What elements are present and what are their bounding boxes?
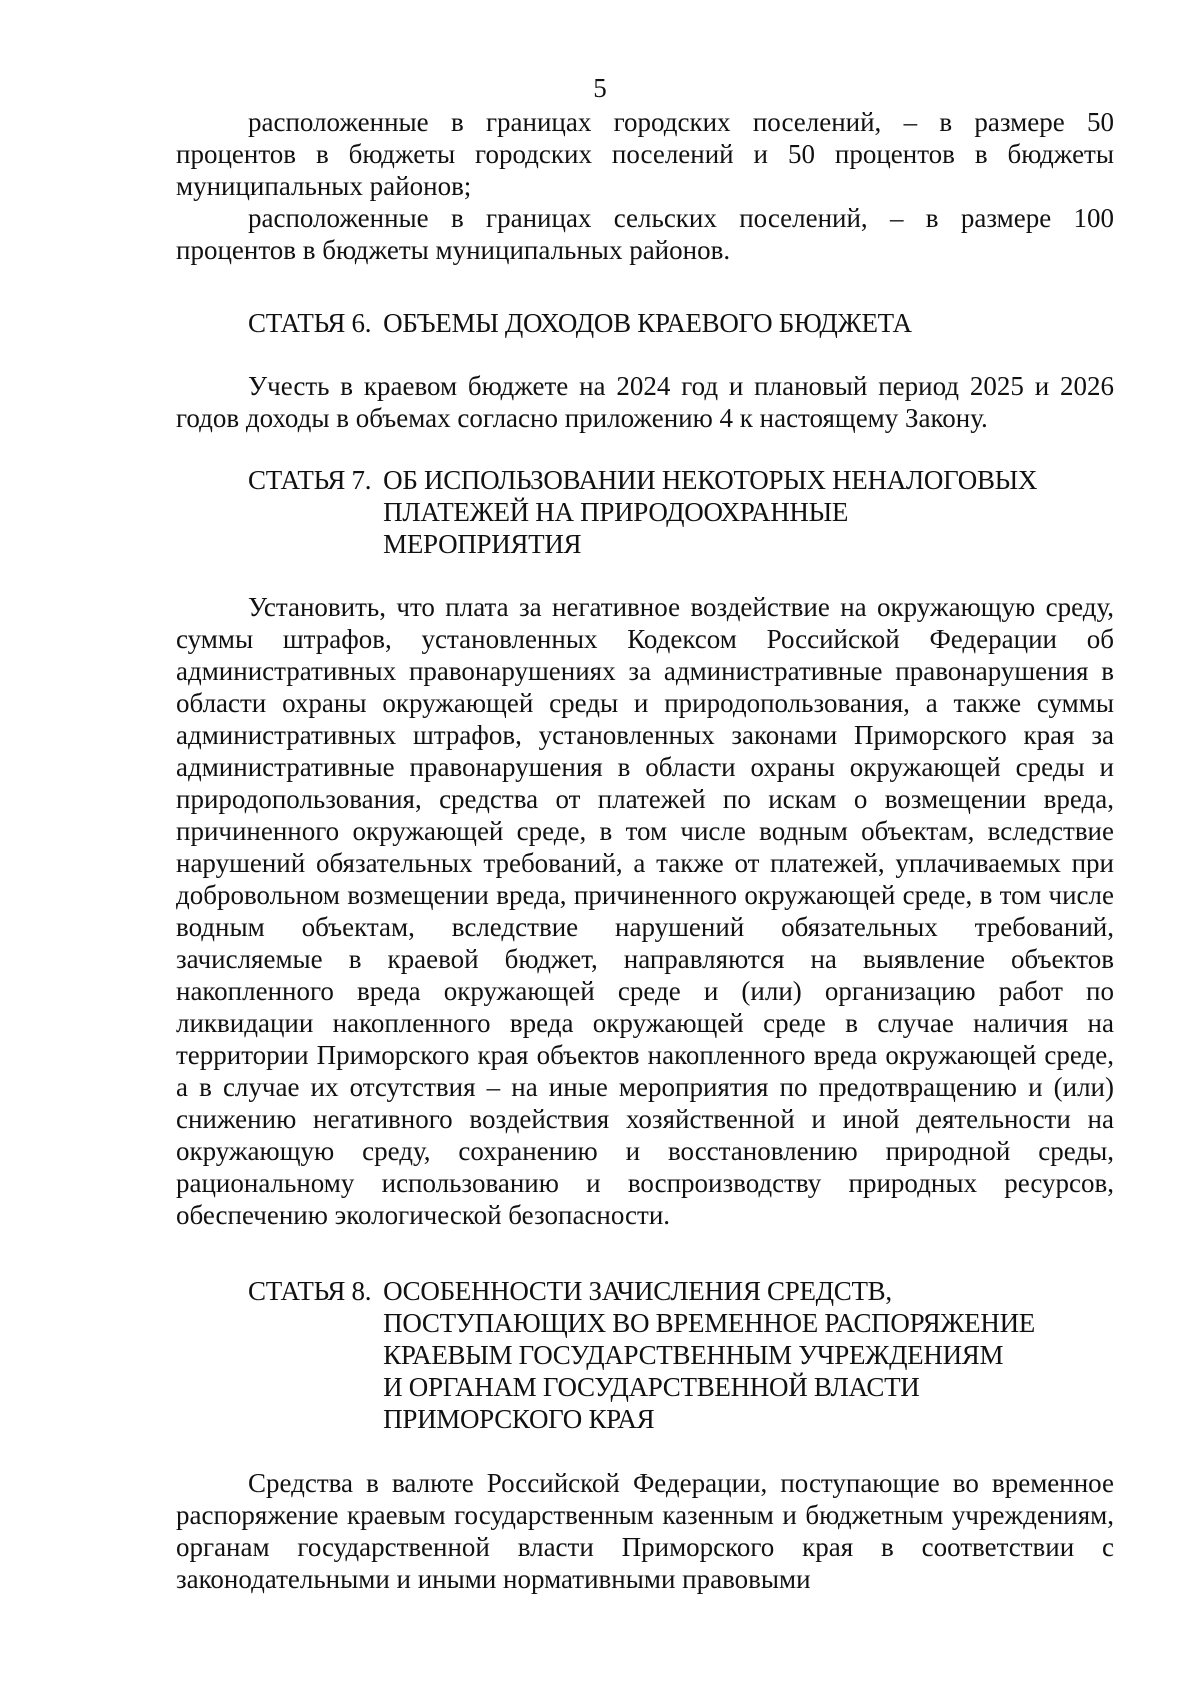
article-7-heading: [248, 464, 1073, 560]
article-6-title: [383, 307, 1073, 339]
intro-paragraph-rural: расположенные в границах сельских поселений, – в размере 100 процентов в бюджеты муниципальных районов.: [176, 203, 1114, 265]
article-7-body: [176, 591, 1114, 1231]
article-7-title: [383, 464, 1073, 560]
intro-section: [176, 106, 1114, 266]
article-8-body: [176, 1467, 1114, 1595]
article-7-number: СТАТЬЯ 7.: [248, 465, 372, 495]
article-6-paragraph: Учесть в краевом бюджете на 2024 год и плановый период 2025 и 2026 годов доходы в объемах согласно приложению 4 к настоящему Закону.: [176, 371, 1114, 433]
article-7-title-line: ОБ ИСПОЛЬЗОВАНИИ НЕКОТОРЫХ НЕНАЛОГОВЫХ: [383, 465, 1038, 495]
article-8-title-line: ПРИМОРСКОГО КРАЯ: [383, 1404, 655, 1434]
article-8-paragraph: Средства в валюте Российской Федерации, поступающие во временное распоряжение краевым государственным казенным и бюджетным учреждениям, органам государственной власти Приморского края в соответствии с законодательными и иными нормативными правовыми: [176, 1468, 1114, 1594]
article-7-title-line: ПЛАТЕЖЕЙ НА ПРИРОДООХРАННЫЕ: [383, 497, 849, 527]
page-number: 5: [593, 73, 607, 103]
article-7-title-line: МЕРОПРИЯТИЯ: [383, 529, 582, 559]
article-6-number: СТАТЬЯ 6.: [248, 308, 372, 338]
article-8-title-line: ОСОБЕННОСТИ ЗАЧИСЛЕНИЯ СРЕДСТВ,: [383, 1276, 892, 1306]
article-8-number: СТАТЬЯ 8.: [248, 1276, 372, 1306]
article-8-title-line: И ОРГАНАМ ГОСУДАРСТВЕННОЙ ВЛАСТИ: [383, 1372, 920, 1402]
article-6-title-line: ОБЪЕМЫ ДОХОДОВ КРАЕВОГО БЮДЖЕТА: [383, 308, 912, 338]
article-6-body: [176, 370, 1114, 434]
intro-paragraph-urban: расположенные в границах городских поселений, – в размере 50 процентов в бюджеты городских поселений и 50 процентов в бюджеты муниципальных районов;: [176, 107, 1114, 201]
article-8-title: [383, 1275, 1073, 1435]
article-8-title-line: КРАЕВЫМ ГОСУДАРСТВЕННЫМ УЧРЕЖДЕНИЯМ: [383, 1340, 1004, 1370]
article-6-heading: [248, 307, 1073, 339]
article-8-heading: [248, 1275, 1073, 1435]
article-8-title-line: ПОСТУПАЮЩИХ ВО ВРЕМЕННОЕ РАСПОРЯЖЕНИЕ: [383, 1308, 1035, 1338]
article-7-paragraph: Установить, что плата за негативное воздействие на окружающую среду, суммы штрафов, установленных Кодексом Российской Федерации об административных правонарушениях за административные правонарушения в области охраны окружающей среды и природопользования, а также суммы административных штрафов, установленных законами Приморского края за административные правонарушения в области охраны окружающей среды и природопользования, средства от платежей по искам о возмещении вреда, причиненного окружающей среде, в том числе водным объектам, вследствие нарушений обязательных требований, а также от платежей, уплачиваемых при добровольном возмещении вреда, причиненного окружающей среде, в том числе водным объектам, вследствие нарушений обязательных требований, зачисляемые в краевой бюджет, направляются на выявление объектов накопленного вреда окружающей среде и (или) организацию работ по ликвидации накопленного вреда окружающей среде в случае наличия на территории Приморского края объектов накопленного вреда окружающей среде, а в случае их отсутствия – на иные мероприятия по предотвращению и (или) снижению негативного воздействия хозяйственной и иной деятельности на окружающую среду, сохранению и восстановлению природной среды, рациональному использованию и воспроизводству природных ресурсов, обеспечению экологической безопасности.: [176, 592, 1114, 1230]
